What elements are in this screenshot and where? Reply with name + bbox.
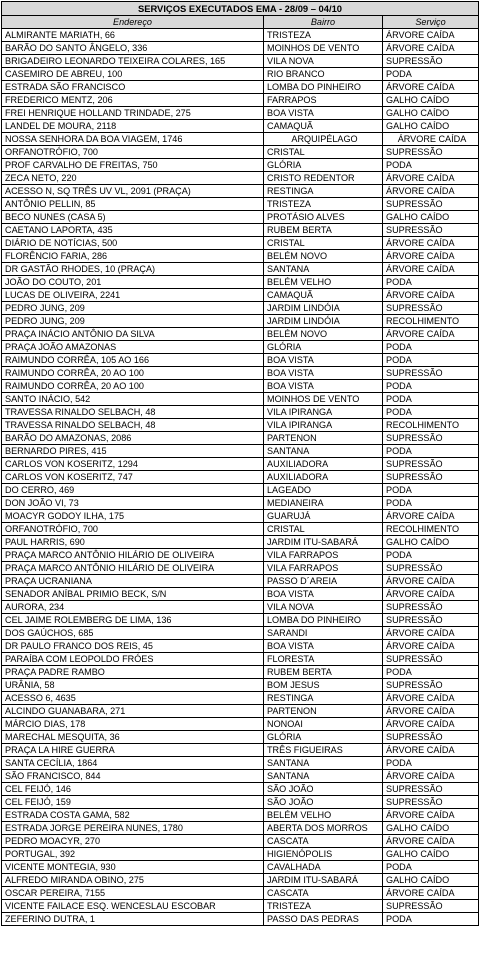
neighborhood-cell: TRISTEZA bbox=[264, 29, 383, 42]
address-cell: ZEFERINO DUTRA, 1 bbox=[2, 913, 264, 926]
table-row bbox=[2, 250, 479, 263]
table-row bbox=[2, 445, 479, 458]
neighborhood-cell: JARDIM ITU-SABARÁ bbox=[264, 536, 383, 549]
table-row bbox=[2, 29, 479, 42]
service-cell: SUPRESSÃO bbox=[383, 432, 479, 445]
service-cell: SUPRESSÃO bbox=[383, 367, 479, 380]
table-row bbox=[2, 874, 479, 887]
address-cell: SANTO INÁCIO, 542 bbox=[2, 393, 264, 406]
neighborhood-cell: SANTANA bbox=[264, 445, 383, 458]
service-cell: RECOLHIMENTO bbox=[383, 523, 479, 536]
neighborhood-cell: RESTINGA bbox=[264, 692, 383, 705]
service-cell: SUPRESSÃO bbox=[383, 55, 479, 68]
table-row bbox=[2, 497, 479, 510]
service-cell: PODA bbox=[383, 484, 479, 497]
neighborhood-cell: TRISTEZA bbox=[264, 198, 383, 211]
service-cell: PODA bbox=[383, 445, 479, 458]
address-cell: CEL FEIJÓ, 159 bbox=[2, 796, 264, 809]
address-cell: VICENTE MONTEGIA, 930 bbox=[2, 861, 264, 874]
table-row bbox=[2, 224, 479, 237]
address-cell: URÂNIA, 58 bbox=[2, 679, 264, 692]
neighborhood-cell: AUXILIADORA bbox=[264, 471, 383, 484]
address-cell: BARÃO DO AMAZONAS, 2086 bbox=[2, 432, 264, 445]
address-cell: ESTRADA JORGE PEREIRA NUNES, 1780 bbox=[2, 822, 264, 835]
service-cell: SUPRESSÃO bbox=[383, 783, 479, 796]
neighborhood-cell: GLÓRIA bbox=[264, 341, 383, 354]
address-cell: MOACYR GODOY ILHA, 175 bbox=[2, 510, 264, 523]
table-row bbox=[2, 419, 479, 432]
neighborhood-cell: FARRAPOS bbox=[264, 94, 383, 107]
table-row bbox=[2, 458, 479, 471]
neighborhood-cell: RESTINGA bbox=[264, 185, 383, 198]
neighborhood-cell: CAMAQUÃ bbox=[264, 289, 383, 302]
service-cell: ÁRVORE CAÍDA bbox=[383, 575, 479, 588]
address-cell: JOÃO DO COUTO, 201 bbox=[2, 276, 264, 289]
table-row bbox=[2, 471, 479, 484]
address-cell: CAETANO LAPORTA, 435 bbox=[2, 224, 264, 237]
service-cell: SUPRESSÃO bbox=[383, 900, 479, 913]
neighborhood-cell: BOA VISTA bbox=[264, 367, 383, 380]
address-cell: VICENTE FAILACE ESQ. WENCESLAU ESCOBAR bbox=[2, 900, 264, 913]
service-cell: PODA bbox=[383, 393, 479, 406]
address-cell: CARLOS VON KOSERITZ, 747 bbox=[2, 471, 264, 484]
service-cell: SUPRESSÃO bbox=[383, 458, 479, 471]
table-row bbox=[2, 731, 479, 744]
table-row bbox=[2, 81, 479, 94]
neighborhood-cell: VILA IPIRANGA bbox=[264, 406, 383, 419]
address-cell: DOS GAÚCHOS, 685 bbox=[2, 627, 264, 640]
table-row bbox=[2, 588, 479, 601]
address-cell: SÃO FRANCISCO, 844 bbox=[2, 770, 264, 783]
table-row bbox=[2, 133, 479, 146]
service-cell: PODA bbox=[383, 549, 479, 562]
header-row bbox=[2, 16, 479, 29]
address-cell: TRAVESSA RINALDO SELBACH, 48 bbox=[2, 419, 264, 432]
table-row bbox=[2, 159, 479, 172]
table-row bbox=[2, 55, 479, 68]
table-body bbox=[2, 29, 479, 926]
services-table bbox=[1, 1, 479, 926]
service-cell: ÁRVORE CAÍDA bbox=[383, 172, 479, 185]
table-row bbox=[2, 211, 479, 224]
address-cell: SENADOR ANÍBAL PRIMIO BECK, S/N bbox=[2, 588, 264, 601]
neighborhood-cell: TRISTEZA bbox=[264, 900, 383, 913]
address-cell: RAIMUNDO CORRÊA, 105 AO 166 bbox=[2, 354, 264, 367]
address-cell: PRAÇA PADRE RAMBO bbox=[2, 666, 264, 679]
neighborhood-cell: BELÉM VELHO bbox=[264, 809, 383, 822]
neighborhood-cell: MEDIANEIRA bbox=[264, 497, 383, 510]
table-row bbox=[2, 744, 479, 757]
address-cell: ORFANOTRÓFIO, 700 bbox=[2, 146, 264, 159]
table-row bbox=[2, 289, 479, 302]
service-cell: PODA bbox=[383, 354, 479, 367]
address-cell: PROF CARVALHO DE FREITAS, 750 bbox=[2, 159, 264, 172]
address-cell: MÁRCIO DIAS, 178 bbox=[2, 718, 264, 731]
neighborhood-cell: CAMAQUÃ bbox=[264, 120, 383, 133]
address-cell: PAUL HARRIS, 690 bbox=[2, 536, 264, 549]
service-cell: GALHO CAÍDO bbox=[383, 536, 479, 549]
service-cell: SUPRESSÃO bbox=[383, 601, 479, 614]
address-cell: PEDRO JUNG, 209 bbox=[2, 302, 264, 315]
service-cell: SUPRESSÃO bbox=[383, 198, 479, 211]
table-row bbox=[2, 809, 479, 822]
table-row bbox=[2, 679, 479, 692]
address-cell: MARECHAL MESQUITA, 36 bbox=[2, 731, 264, 744]
neighborhood-cell: JARDIM ITU-SABARÁ bbox=[264, 874, 383, 887]
neighborhood-cell: BELÉM NOVO bbox=[264, 328, 383, 341]
neighborhood-cell: FLORESTA bbox=[264, 653, 383, 666]
service-cell: GALHO CAÍDO bbox=[383, 120, 479, 133]
table-row bbox=[2, 42, 479, 55]
neighborhood-cell: BOA VISTA bbox=[264, 354, 383, 367]
address-cell: ALCINDO GUANABARA, 271 bbox=[2, 705, 264, 718]
address-cell: ALFREDO MIRANDA OBINO, 275 bbox=[2, 874, 264, 887]
service-cell: ÁRVORE CAÍDA bbox=[383, 835, 479, 848]
service-cell: PODA bbox=[383, 380, 479, 393]
table-row bbox=[2, 263, 479, 276]
service-cell: GALHO CAÍDO bbox=[383, 211, 479, 224]
address-cell: OSCAR PEREIRA, 7155 bbox=[2, 887, 264, 900]
neighborhood-cell: BOA VISTA bbox=[264, 588, 383, 601]
neighborhood-cell: BOA VISTA bbox=[264, 380, 383, 393]
table-title: SERVIÇOS EXECUTADOS EMA - 28/09 – 04/10 bbox=[1, 1, 479, 15]
address-cell: DIÁRIO DE NOTÍCIAS, 500 bbox=[2, 237, 264, 250]
table-row bbox=[2, 848, 479, 861]
address-cell: PEDRO JUNG, 209 bbox=[2, 315, 264, 328]
address-cell: BARÃO DO SANTO ÂNGELO, 336 bbox=[2, 42, 264, 55]
address-cell: PRAÇA UCRANIANA bbox=[2, 575, 264, 588]
table-row bbox=[2, 276, 479, 289]
neighborhood-cell: MOINHOS DE VENTO bbox=[264, 42, 383, 55]
service-cell: ÁRVORE CAÍDA bbox=[383, 692, 479, 705]
service-cell: SUPRESSÃO bbox=[383, 731, 479, 744]
table-row bbox=[2, 107, 479, 120]
table-row bbox=[2, 562, 479, 575]
address-cell: ESTRADA COSTA GAMA, 582 bbox=[2, 809, 264, 822]
table-row bbox=[2, 68, 479, 81]
neighborhood-cell: RUBEM BERTA bbox=[264, 224, 383, 237]
table-row bbox=[2, 120, 479, 133]
table-row bbox=[2, 146, 479, 159]
address-cell: CEL JAIME ROLEMBERG DE LIMA, 136 bbox=[2, 614, 264, 627]
service-cell: ÁRVORE CAÍDA bbox=[383, 289, 479, 302]
address-cell: NOSSA SENHORA DA BOA VIAGEM, 1746 bbox=[2, 133, 264, 146]
table-row bbox=[2, 172, 479, 185]
service-cell: ÁRVORE CAÍDA bbox=[383, 887, 479, 900]
neighborhood-cell: BELÉM VELHO bbox=[264, 276, 383, 289]
neighborhood-cell: PASSO DAS PEDRAS bbox=[264, 913, 383, 926]
service-cell: SUPRESSÃO bbox=[383, 146, 479, 159]
service-cell: ÁRVORE CAÍDA bbox=[383, 588, 479, 601]
table-row bbox=[2, 315, 479, 328]
neighborhood-cell: NONOAI bbox=[264, 718, 383, 731]
service-cell: SUPRESSÃO bbox=[383, 653, 479, 666]
neighborhood-cell: VILA NOVA bbox=[264, 55, 383, 68]
neighborhood-cell: SANTANA bbox=[264, 757, 383, 770]
table-row bbox=[2, 367, 479, 380]
address-cell: PRAÇA MARCO ANTÔNIO HILÁRIO DE OLIVEIRA bbox=[2, 549, 264, 562]
neighborhood-cell: BOM JESUS bbox=[264, 679, 383, 692]
address-cell: ACESSO 6, 4635 bbox=[2, 692, 264, 705]
neighborhood-cell: SÃO JOÃO bbox=[264, 796, 383, 809]
address-cell: AURORA, 234 bbox=[2, 601, 264, 614]
neighborhood-cell: PASSO D´AREIA bbox=[264, 575, 383, 588]
table-row bbox=[2, 705, 479, 718]
neighborhood-cell: ABERTA DOS MORROS bbox=[264, 822, 383, 835]
service-cell: PODA bbox=[383, 757, 479, 770]
neighborhood-cell: SANTANA bbox=[264, 263, 383, 276]
address-cell: PORTUGAL, 392 bbox=[2, 848, 264, 861]
table-row bbox=[2, 835, 479, 848]
table-row bbox=[2, 783, 479, 796]
table-row bbox=[2, 900, 479, 913]
table-row bbox=[2, 341, 479, 354]
neighborhood-cell: BELÉM NOVO bbox=[264, 250, 383, 263]
neighborhood-cell: PARTENON bbox=[264, 705, 383, 718]
service-cell: ÁRVORE CAÍDA bbox=[383, 263, 479, 276]
service-cell: PODA bbox=[383, 276, 479, 289]
address-cell: LANDEL DE MOURA, 2118 bbox=[2, 120, 264, 133]
address-cell: ALMIRANTE MARIATH, 66 bbox=[2, 29, 264, 42]
address-cell: ZECA NETO, 220 bbox=[2, 172, 264, 185]
neighborhood-cell: AUXILIADORA bbox=[264, 458, 383, 471]
service-cell: PODA bbox=[383, 861, 479, 874]
table-row bbox=[2, 653, 479, 666]
service-cell: PODA bbox=[383, 913, 479, 926]
neighborhood-cell: SARANDI bbox=[264, 627, 383, 640]
address-cell: PRAÇA INÁCIO ANTÔNIO DA SILVA bbox=[2, 328, 264, 341]
neighborhood-cell: VILA FARRAPOS bbox=[264, 549, 383, 562]
neighborhood-cell: SANTANA bbox=[264, 770, 383, 783]
neighborhood-cell: PROTÁSIO ALVES bbox=[264, 211, 383, 224]
service-cell: GALHO CAÍDO bbox=[383, 822, 479, 835]
neighborhood-cell: LOMBA DO PINHEIRO bbox=[264, 81, 383, 94]
address-cell: DON JOÃO VI, 73 bbox=[2, 497, 264, 510]
service-cell: RECOLHIMENTO bbox=[383, 419, 479, 432]
table-row bbox=[2, 432, 479, 445]
service-cell: SUPRESSÃO bbox=[383, 614, 479, 627]
address-cell: PARAÍBA COM LEOPOLDO FRÓES bbox=[2, 653, 264, 666]
table-row bbox=[2, 887, 479, 900]
table-row bbox=[2, 484, 479, 497]
neighborhood-cell: RIO BRANCO bbox=[264, 68, 383, 81]
service-cell: ÁRVORE CAÍDA bbox=[383, 770, 479, 783]
neighborhood-cell: CRISTO REDENTOR bbox=[264, 172, 383, 185]
table-row bbox=[2, 614, 479, 627]
address-cell: FREDERICO MENTZ, 206 bbox=[2, 94, 264, 107]
service-cell: ÁRVORE CAÍDA bbox=[383, 250, 479, 263]
table-row bbox=[2, 601, 479, 614]
neighborhood-cell: GLÓRIA bbox=[264, 159, 383, 172]
table-row bbox=[2, 666, 479, 679]
address-cell: ANTÔNIO PELLIN, 85 bbox=[2, 198, 264, 211]
address-cell: TRAVESSA RINALDO SELBACH, 48 bbox=[2, 406, 264, 419]
service-cell: GALHO CAÍDO bbox=[383, 874, 479, 887]
neighborhood-cell: CASCATA bbox=[264, 835, 383, 848]
address-cell: BERNARDO PIRES, 415 bbox=[2, 445, 264, 458]
service-cell: ÁRVORE CAÍDA bbox=[383, 809, 479, 822]
service-cell: SUPRESSÃO bbox=[383, 562, 479, 575]
address-cell: DR GASTÃO RHODES, 10 (PRAÇA) bbox=[2, 263, 264, 276]
table-row bbox=[2, 692, 479, 705]
service-cell: GALHO CAÍDO bbox=[383, 107, 479, 120]
neighborhood-cell: CRISTAL bbox=[264, 523, 383, 536]
service-cell: ÁRVORE CAÍDA bbox=[383, 81, 479, 94]
table-row bbox=[2, 627, 479, 640]
address-cell: PRAÇA JOÃO AMAZONAS bbox=[2, 341, 264, 354]
neighborhood-cell: JARDIM LINDÓIA bbox=[264, 315, 383, 328]
table-row bbox=[2, 302, 479, 315]
table-header bbox=[2, 16, 479, 29]
address-cell: DR PAULO FRANCO DOS REIS, 45 bbox=[2, 640, 264, 653]
table-row bbox=[2, 549, 479, 562]
table-row bbox=[2, 718, 479, 731]
address-cell: LUCAS DE OLIVEIRA, 2241 bbox=[2, 289, 264, 302]
neighborhood-cell: LOMBA DO PINHEIRO bbox=[264, 614, 383, 627]
address-cell: CARLOS VON KOSERITZ, 1294 bbox=[2, 458, 264, 471]
address-cell: DO CERRO, 469 bbox=[2, 484, 264, 497]
service-cell: SUPRESSÃO bbox=[383, 796, 479, 809]
neighborhood-cell: GUARUJÁ bbox=[264, 510, 383, 523]
service-cell: ÁRVORE CAÍDA bbox=[383, 744, 479, 757]
address-cell: PRAÇA MARCO ANTÔNIO HILÁRIO DE OLIVEIRA bbox=[2, 562, 264, 575]
service-cell: PODA bbox=[383, 68, 479, 81]
table-row bbox=[2, 380, 479, 393]
table-row bbox=[2, 237, 479, 250]
table-row bbox=[2, 393, 479, 406]
neighborhood-cell: GLÓRIA bbox=[264, 731, 383, 744]
table-row bbox=[2, 757, 479, 770]
table-row bbox=[2, 185, 479, 198]
service-cell: PODA bbox=[383, 406, 479, 419]
service-cell: PODA bbox=[383, 341, 479, 354]
service-cell: SUPRESSÃO bbox=[383, 224, 479, 237]
service-cell: SUPRESSÃO bbox=[383, 679, 479, 692]
table-row bbox=[2, 913, 479, 926]
table-row bbox=[2, 354, 479, 367]
service-cell: RECOLHIMENTO bbox=[383, 315, 479, 328]
service-cell: ÁRVORE CAÍDA bbox=[383, 42, 479, 55]
neighborhood-cell: TRÊS FIGUEIRAS bbox=[264, 744, 383, 757]
address-cell: CEL FEIJÓ, 146 bbox=[2, 783, 264, 796]
service-cell: ÁRVORE CAÍDA bbox=[383, 705, 479, 718]
neighborhood-cell: PARTENON bbox=[264, 432, 383, 445]
table-row bbox=[2, 510, 479, 523]
address-cell: PRAÇA LA HIRE GUERRA bbox=[2, 744, 264, 757]
address-cell: SANTA CECÍLIA, 1864 bbox=[2, 757, 264, 770]
column-header-bairro: Bairro bbox=[264, 16, 383, 29]
neighborhood-cell: RUBEM BERTA bbox=[264, 666, 383, 679]
neighborhood-cell: SÃO JOÃO bbox=[264, 783, 383, 796]
table-row bbox=[2, 822, 479, 835]
address-cell: RAIMUNDO CORRÊA, 20 AO 100 bbox=[2, 380, 264, 393]
neighborhood-cell: VILA FARRAPOS bbox=[264, 562, 383, 575]
service-cell: GALHO CAÍDO bbox=[383, 848, 479, 861]
service-cell: ÁRVORE CAÍDA bbox=[383, 237, 479, 250]
address-cell: PEDRO MOACYR, 270 bbox=[2, 835, 264, 848]
service-cell: ÁRVORE CAÍDA bbox=[383, 718, 479, 731]
table-row bbox=[2, 328, 479, 341]
table-row bbox=[2, 796, 479, 809]
neighborhood-cell: BOA VISTA bbox=[264, 107, 383, 120]
service-cell: ÁRVORE CAÍDA bbox=[383, 328, 479, 341]
service-cell: ÁRVORE CAÍDA bbox=[383, 185, 479, 198]
neighborhood-cell: HIGIENÓPOLIS bbox=[264, 848, 383, 861]
neighborhood-cell: BOA VISTA bbox=[264, 640, 383, 653]
address-cell: ESTRADA SÃO FRANCISCO bbox=[2, 81, 264, 94]
neighborhood-cell: ARQUIPÉLAGO bbox=[264, 133, 383, 146]
service-cell: PODA bbox=[383, 497, 479, 510]
address-cell: RAIMUNDO CORRÊA, 20 AO 100 bbox=[2, 367, 264, 380]
table-row bbox=[2, 861, 479, 874]
table-row bbox=[2, 640, 479, 653]
service-cell: ÁRVORE CAÍDA bbox=[383, 29, 479, 42]
neighborhood-cell: CRISTAL bbox=[264, 237, 383, 250]
neighborhood-cell: CASCATA bbox=[264, 887, 383, 900]
table-row bbox=[2, 536, 479, 549]
address-cell: CASEMIRO DE ABREU, 100 bbox=[2, 68, 264, 81]
table-row bbox=[2, 94, 479, 107]
neighborhood-cell: VILA IPIRANGA bbox=[264, 419, 383, 432]
address-cell: BRIGADEIRO LEONARDO TEIXEIRA COLARES, 165 bbox=[2, 55, 264, 68]
column-header-endereco: Endereço bbox=[2, 16, 264, 29]
service-cell: ÁRVORE CAÍDA bbox=[383, 640, 479, 653]
address-cell: BECO NUNES (CASA 5) bbox=[2, 211, 264, 224]
neighborhood-cell: CRISTAL bbox=[264, 146, 383, 159]
table-row bbox=[2, 575, 479, 588]
column-header-servico: Serviço bbox=[383, 16, 479, 29]
address-cell: ORFANOTRÓFIO, 700 bbox=[2, 523, 264, 536]
table-row bbox=[2, 770, 479, 783]
neighborhood-cell: MOINHOS DE VENTO bbox=[264, 393, 383, 406]
neighborhood-cell: VILA NOVA bbox=[264, 601, 383, 614]
service-cell: ÁRVORE CAÍDA bbox=[383, 510, 479, 523]
address-cell: ACESSO N, SQ TRÊS UV VL, 2091 (PRAÇA) bbox=[2, 185, 264, 198]
table-row bbox=[2, 198, 479, 211]
service-cell: ÁRVORE CAÍDA bbox=[383, 133, 479, 146]
neighborhood-cell: JARDIM LINDÓIA bbox=[264, 302, 383, 315]
service-cell: PODA bbox=[383, 159, 479, 172]
service-cell: SUPRESSÃO bbox=[383, 471, 479, 484]
address-cell: FREI HENRIQUE HOLLAND TRINDADE, 275 bbox=[2, 107, 264, 120]
service-cell: ÁRVORE CAÍDA bbox=[383, 627, 479, 640]
neighborhood-cell: LAGEADO bbox=[264, 484, 383, 497]
address-cell: FLORÊNCIO FARIA, 286 bbox=[2, 250, 264, 263]
table-row bbox=[2, 523, 479, 536]
service-cell: PODA bbox=[383, 666, 479, 679]
service-cell: GALHO CAÍDO bbox=[383, 94, 479, 107]
service-cell: SUPRESSÃO bbox=[383, 302, 479, 315]
neighborhood-cell: CAVALHADA bbox=[264, 861, 383, 874]
table-row bbox=[2, 406, 479, 419]
